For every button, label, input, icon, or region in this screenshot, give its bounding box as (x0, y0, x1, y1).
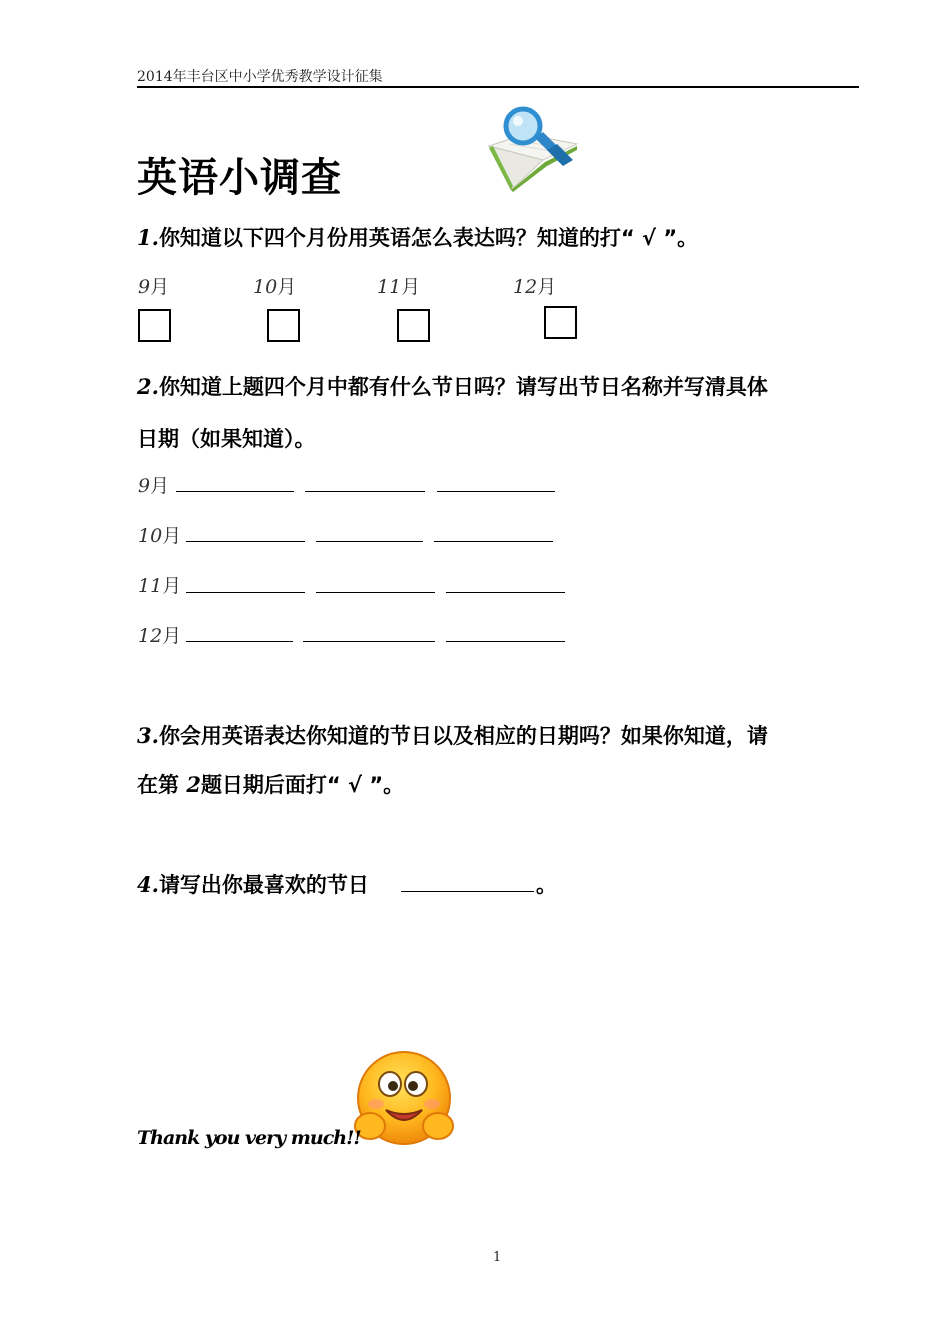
favorite-holiday-blank[interactable] (401, 891, 534, 892)
question-3-line-2: 在第 2题日期后面打“ √ ”。 (137, 772, 405, 797)
question-3-line-1: 3.你会用英语表达你知道的节日以及相应的日期吗？如果你知道，请 (137, 723, 768, 748)
question-3-number: 3. (137, 723, 159, 748)
answer-blank[interactable] (186, 592, 305, 593)
question-4-number: 4. (137, 872, 159, 897)
magnifier-book-icon (485, 104, 585, 192)
question-1-text: 你知道以下四个月份用英语怎么表达吗？知道的打“ √ ”。 (158, 226, 699, 250)
header-rule (137, 86, 859, 88)
question-4: 4.请写出你最喜欢的节日 (137, 872, 369, 897)
question-4-end: 。 (536, 873, 557, 897)
answer-blank[interactable] (186, 541, 305, 542)
answer-blank[interactable] (316, 592, 435, 593)
answer-blank[interactable] (437, 491, 555, 492)
month-label-11: 11月 (377, 276, 421, 298)
answer-blank[interactable] (305, 491, 425, 492)
answer-blank[interactable] (303, 641, 435, 642)
checkbox-10[interactable] (267, 309, 300, 342)
answer-blank[interactable] (434, 541, 553, 542)
smiley-face-icon (350, 1048, 458, 1152)
thank-you-text: Thank you very much!! (137, 1127, 361, 1149)
month-label-12: 12月 (513, 276, 557, 298)
question-2-number: 2. (137, 374, 159, 399)
checkbox-9[interactable] (138, 309, 171, 342)
answer-blank[interactable] (186, 641, 293, 642)
page-title: 英语小调查 (137, 155, 342, 201)
question-1-number: 1. (137, 225, 159, 250)
checkbox-11[interactable] (397, 309, 430, 342)
checkbox-12[interactable] (544, 306, 577, 339)
answer-blank[interactable] (316, 541, 423, 542)
month-label-9: 9月 (138, 276, 170, 298)
question-1 (137, 222, 698, 252)
answer-row-label-10: 10月 (138, 525, 182, 547)
answer-blank[interactable] (446, 641, 565, 642)
month-label-10: 10月 (253, 276, 297, 298)
header-text: 2014年丰台区中小学优秀教学设计征集 (137, 69, 383, 85)
answer-blank[interactable] (446, 592, 565, 593)
answer-row-label-11: 11月 (138, 575, 182, 597)
answer-blank[interactable] (176, 491, 294, 492)
answer-row-label-9: 9月 (138, 475, 170, 497)
page-number: 1 (493, 1250, 502, 1265)
answer-row-label-12: 12月 (138, 625, 182, 647)
question-2-line-1: 2.你知道上题四个月中都有什么节日吗？请写出节日名称并写清具体 (137, 374, 768, 399)
question-2-line-2: 日期（如果知道）。 (137, 427, 316, 451)
